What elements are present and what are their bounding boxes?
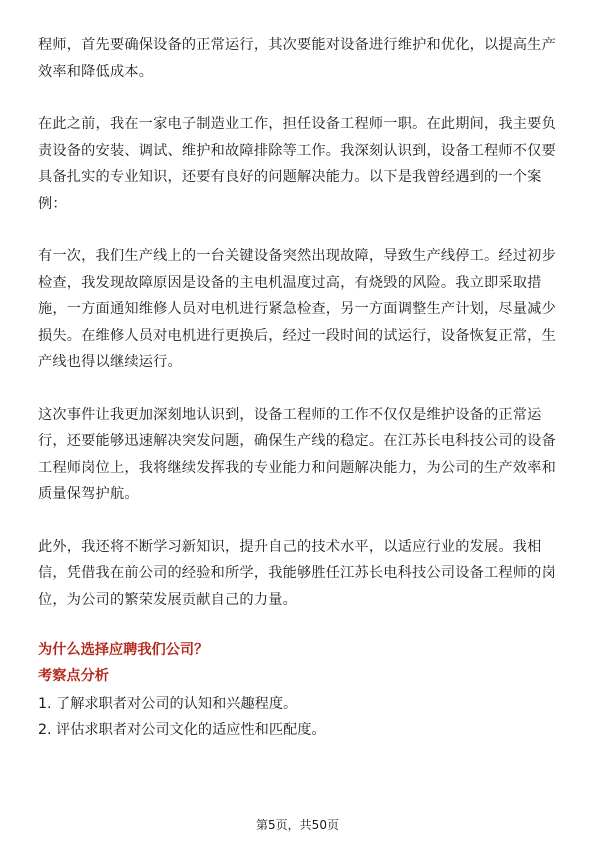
paragraph-case: 有一次，我们生产线上的一台关键设备突然出现故障，导致生产线停工。经过初步检查，我发现故障原因是设备的主电机温度过高，有烧毁的风险。我立即采取措施，一方面通知维修人员对电机进行紧急检查，另一方面调整生产计划，尽量减少损失。在维修人员对电机进行更换后，经过一段时间的试运行，设备恢复正常，生产线也得以继续运行。 <box>38 248 556 370</box>
paragraph-reflection: 这次事件让我更加深刻地认识到，设备工程师的工作不仅仅是维护设备的正常运行，还要能够迅速解决突发问题，确保生产线的稳定。在江苏长电科技公司的设备工程师岗位上，我将继续发挥我的专业能力和问题解决能力，为公司的生产效率和质量保驾护航。 <box>38 406 556 502</box>
paragraph-intro: 程师，首先要确保设备的正常运行，其次要能对设备进行维护和优化，以提高生产效率和降低成本。 <box>38 37 556 80</box>
section-heading: 为什么选择应聘我们公司？ <box>38 642 209 658</box>
document-body <box>38 32 568 743</box>
paragraph-background: 在此之前，我在一家电子制造业工作，担任设备工程师一职。在此期间，我主要负责设备的安装、调试、维护和故障排除等工作。我深刻认识到，设备工程师不仅要具备扎实的专业知识，还要有良好的问题解决能力。以下是我曾经遇到的一个案例： <box>38 116 556 212</box>
paragraph-conclusion: 此外，我还将不断学习新知识，提升自己的技术水平，以适应行业的发展。我相信，凭借我在前公司的经验和所学，我能够胜任江苏长电科技公司设备工程师的岗位，为公司的繁荣发展贡献自己的力量。 <box>38 538 556 608</box>
section-subheading: 考察点分析 <box>38 668 109 684</box>
list-item: 1. 了解求职者对公司的认知和兴趣程度。 <box>38 696 298 712</box>
list-item: 2. 评估求职者对公司文化的适应性和匹配度。 <box>38 722 326 738</box>
page-number: 第5页，共50页 <box>256 818 339 832</box>
